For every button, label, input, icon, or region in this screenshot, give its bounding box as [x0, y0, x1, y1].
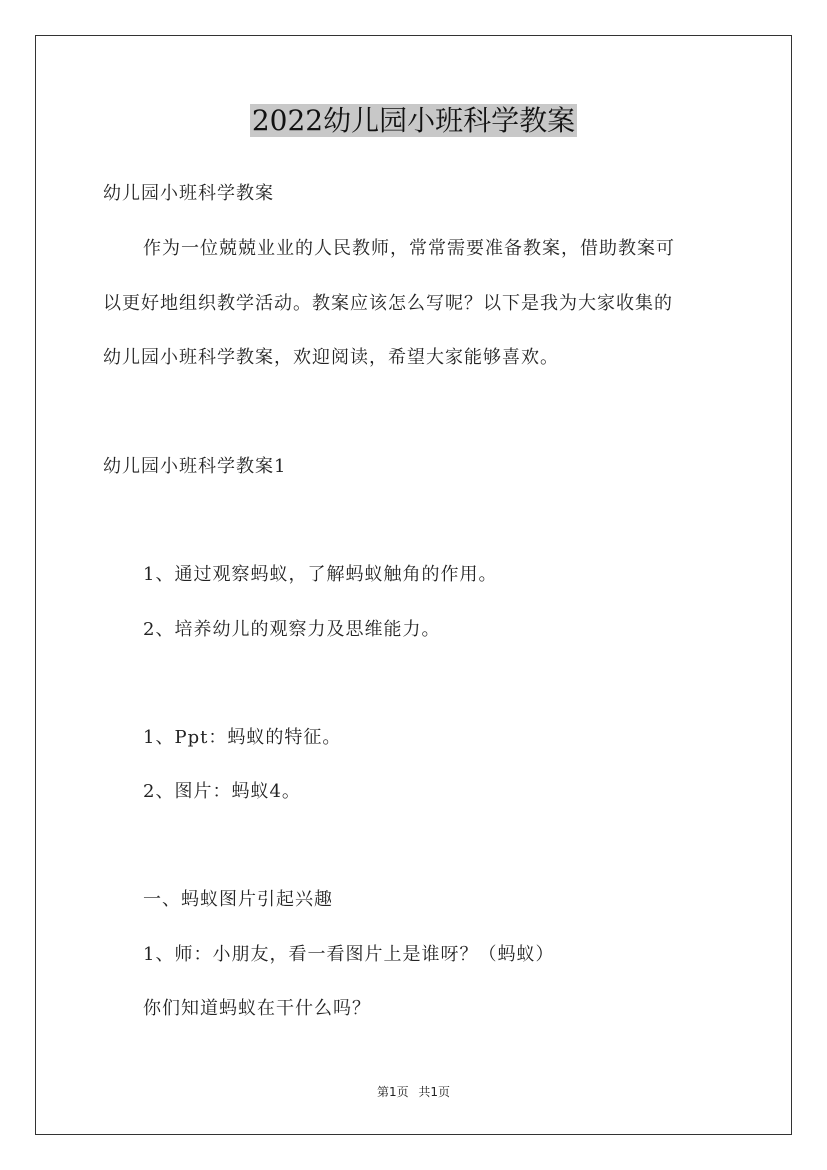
page-footer — [0, 1084, 827, 1100]
process-heading: 一、蚂蚁图片引起兴趣 — [143, 889, 333, 910]
document-title-wrap — [0, 100, 827, 142]
paragraph-line: 作为一位兢兢业业的人民教师，常常需要准备教案，借助教案可 — [143, 238, 675, 259]
section-heading: 幼儿园小班科学教案1 — [103, 456, 287, 477]
page-number-current: 第1页 — [376, 1085, 409, 1099]
material-item: 2、图片：蚂蚁4。 — [143, 781, 301, 802]
objective-item: 2、培养幼儿的观察力及思维能力。 — [143, 619, 441, 640]
document-title: 2022幼儿园小班科学教案 — [251, 104, 576, 137]
material-item: 1、Ppt：蚂蚁的特征。 — [143, 727, 342, 748]
process-line: 1、师：小朋友，看一看图片上是谁呀？（蚂蚁） — [143, 944, 555, 965]
process-line: 你们知道蚂蚁在干什么吗？ — [143, 998, 371, 1019]
page-number-total: 共1页 — [418, 1085, 451, 1099]
subtitle: 幼儿园小班科学教案 — [103, 183, 274, 204]
paragraph-line: 幼儿园小班科学教案，欢迎阅读，希望大家能够喜欢。 — [103, 347, 559, 368]
paragraph-line: 以更好地组织教学活动。教案应该怎么写呢？以下是我为大家收集的 — [103, 293, 673, 314]
objective-item: 1、通过观察蚂蚁，了解蚂蚁触角的作用。 — [143, 564, 498, 585]
